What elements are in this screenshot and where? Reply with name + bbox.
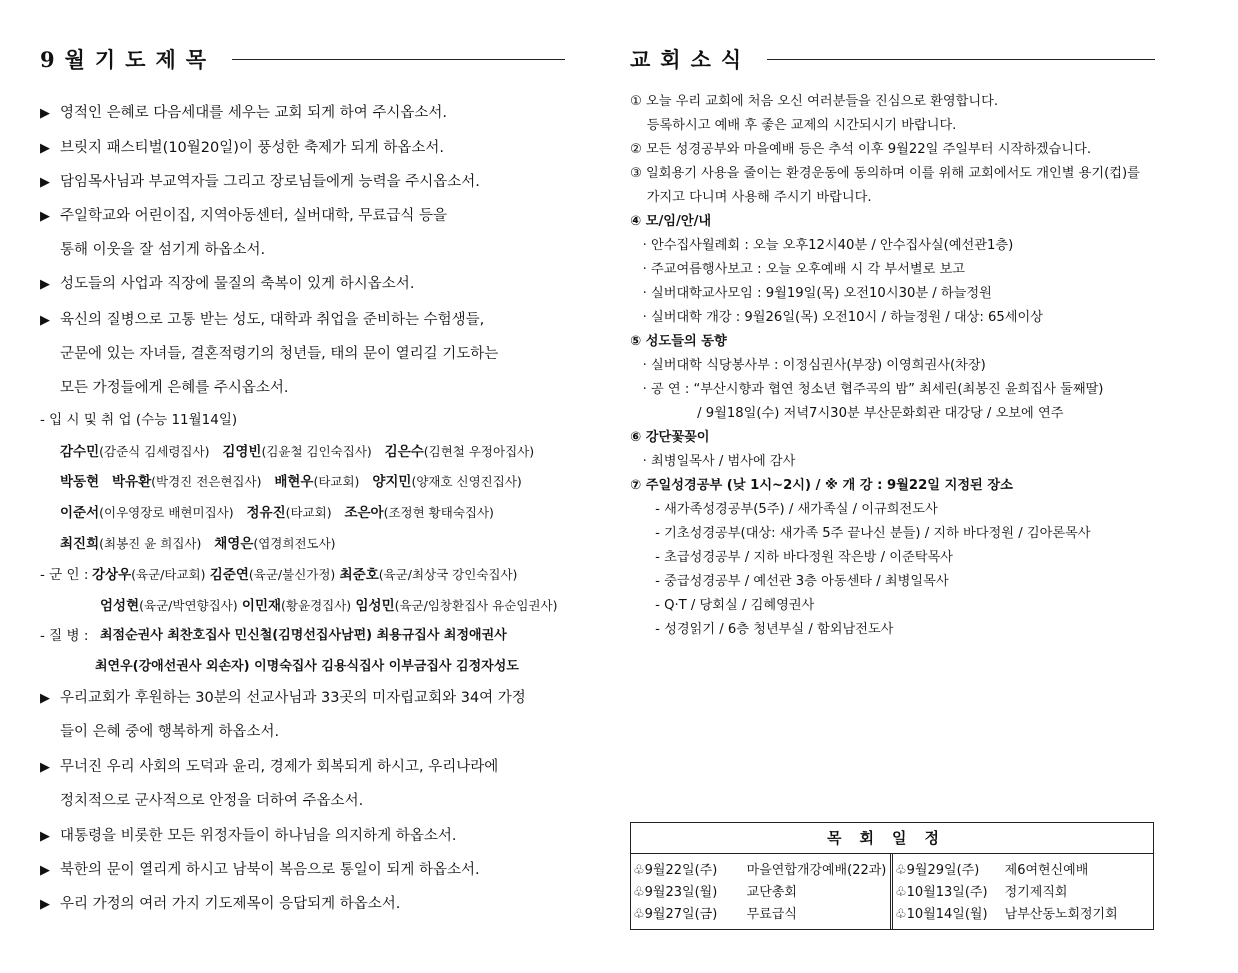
person-name: 김은수 bbox=[384, 444, 424, 460]
prayer-item-text: 성도들의 사업과 직장에 물질의 축복이 있게 하시옵소서. bbox=[60, 276, 415, 292]
schedule-item bbox=[893, 904, 1153, 926]
prayer-item-continued: 정치적으로 군사적으로 안정을 더하여 주옵소서. bbox=[60, 793, 364, 809]
person-name: 최준호 bbox=[339, 567, 379, 583]
prayer-item bbox=[40, 138, 444, 159]
person-name: 정유진 bbox=[246, 505, 286, 521]
news-header bbox=[630, 44, 1155, 74]
schedule-item bbox=[631, 882, 890, 904]
schedule-date: 9월22일(주) bbox=[644, 863, 718, 878]
army-label: - 군 인 : bbox=[40, 567, 89, 583]
person-name: 이민재 bbox=[241, 598, 282, 614]
person-parents: (이우영장로 배현미집사) bbox=[99, 505, 234, 520]
person-name: 최진희 bbox=[60, 536, 100, 552]
clover-bullet-icon: ♧ bbox=[633, 885, 645, 900]
person-detail: (육군/최상국 강인숙집사) bbox=[378, 567, 518, 582]
person-parents: (감준식 김세령집사) bbox=[99, 444, 210, 459]
person-detail: (육군/타교회) bbox=[131, 567, 206, 582]
news-line: · 주교여름행사보고 : 오늘 오후예배 시 각 부서별로 보고 bbox=[630, 262, 966, 277]
person-name: 임성민 bbox=[355, 598, 395, 614]
prayer-item-text: 북한의 문이 열리게 하시고 남북이 복음으로 통일이 되게 하옵소서. bbox=[60, 862, 480, 878]
news-line: · 안수집사월례회 : 오늘 오후12시40분 / 안수집사실(예선관1층) bbox=[630, 238, 1014, 253]
person-name: 채영은 bbox=[214, 536, 254, 552]
schedule-date: 10월13일(주) bbox=[906, 885, 988, 900]
arrow-bullet-icon: ▶ bbox=[40, 175, 50, 190]
schedule-date: 10월14일(월) bbox=[906, 907, 988, 922]
person-name: 김영빈 bbox=[222, 444, 262, 460]
news-line: ① 오늘 우리 교회에 처음 오신 여러분들을 진심으로 환영합니다. bbox=[630, 94, 999, 109]
exam-row bbox=[60, 503, 494, 523]
schedule-event: 무료급식 bbox=[746, 907, 797, 922]
schedule-event: 교단총회 bbox=[746, 885, 797, 900]
person-name: 양지민 bbox=[372, 474, 412, 490]
prayer-item bbox=[40, 757, 498, 778]
news-line: ③ 일회용기 사용을 줄이는 환경운동에 동의하며 이를 위해 교회에서도 개인별 용기(컵)를 bbox=[630, 166, 1140, 181]
clover-bullet-icon: ♧ bbox=[633, 863, 645, 878]
arrow-bullet-icon: ▶ bbox=[40, 829, 50, 844]
clover-bullet-icon: ♧ bbox=[895, 863, 907, 878]
prayer-item bbox=[40, 860, 480, 881]
schedule-item bbox=[893, 882, 1153, 904]
person-parents: (엽경희전도사) bbox=[253, 536, 336, 551]
prayer-item-continued: 모든 가정들에게 은혜를 주시옵소서. bbox=[60, 380, 289, 396]
schedule-event: 남부산동노회정기회 bbox=[1004, 907, 1118, 922]
news-line: - 성경읽기 / 6층 청년부실 / 함외남전도사 bbox=[630, 622, 894, 637]
prayer-item-text: 우리 가정의 여러 가지 기도제목이 응답되게 하옵소서. bbox=[60, 896, 401, 912]
title-rule bbox=[232, 59, 565, 60]
person-name: 배현우 bbox=[274, 474, 314, 490]
arrow-bullet-icon: ▶ bbox=[40, 897, 50, 912]
arrow-bullet-icon: ▶ bbox=[40, 106, 50, 121]
schedule-event: 마을연합개강예배(22과) bbox=[746, 863, 887, 878]
prayer-item-continued: 들이 은혜 중에 행복하게 하옵소서. bbox=[60, 724, 280, 740]
prayer-item-text: 무너진 우리 사회의 도덕과 윤리, 경제가 회복되게 하시고, 우리나라에 bbox=[60, 759, 499, 775]
prayer-item bbox=[40, 894, 400, 915]
news-line: 가지고 다니며 사용해 주시기 바랍니다. bbox=[630, 190, 872, 205]
army-row bbox=[92, 565, 517, 585]
prayer-item-text: 우리교회가 후원하는 30분의 선교사님과 33곳의 미자립교회와 34여 가정 bbox=[60, 690, 526, 706]
prayer-item-text: 주일학교와 어린이집, 지역아동센터, 실버대학, 무료급식 등을 bbox=[60, 208, 448, 224]
sick-row: 최연우(강애선권사 외손자) 이명숙집사 김용식집사 이부금집사 김정자성도 bbox=[95, 659, 519, 674]
news-heading: ⑤ 성도들의 동향 bbox=[630, 334, 727, 349]
sick-row: 최점순권사 최찬호집사 민신철(김명선집사남편) 최용규집사 최정애권사 bbox=[100, 628, 507, 643]
news-heading: ⑦ 주일성경공부 (낮 1시~2시) / ※ 개 강 : 9월22일 지정된 장소 bbox=[630, 478, 1013, 493]
schedule-item bbox=[631, 860, 890, 882]
prayer-title: 9월기도제목 bbox=[40, 47, 217, 72]
prayer-header bbox=[40, 44, 565, 74]
person-parents: (타교회) bbox=[285, 505, 332, 520]
news-line: - 기초성경공부(대상: 새가족 5주 끝나신 분들) / 지하 바다정원 / 김아론목사 bbox=[630, 526, 1091, 541]
news-line: 등록하시고 예배 후 좋은 교제의 시간되시기 바랍니다. bbox=[630, 118, 957, 133]
person-name: 이준서 bbox=[60, 505, 100, 521]
person-name: 김준연 bbox=[209, 567, 249, 583]
person-detail: (육군/박연향집사) bbox=[139, 598, 238, 613]
prayer-item-continued: 군문에 있는 자녀들, 결혼적령기의 청년들, 태의 문이 열리길 기도하는 bbox=[60, 346, 499, 362]
person-parents: (박경진 전은현집사) bbox=[151, 474, 262, 489]
news-line: - Q·T / 당회실 / 김혜영권사 bbox=[630, 598, 815, 613]
schedule-box bbox=[630, 822, 1154, 930]
arrow-bullet-icon: ▶ bbox=[40, 141, 50, 156]
news-line: · 실버대학교사모임 : 9월19일(목) 오전10시30분 / 하늘정원 bbox=[630, 286, 992, 301]
news-line: ② 모든 성경공부와 마을예배 등은 추석 이후 9월22일 주일부터 시작하겠습니다. bbox=[630, 142, 1092, 157]
prayer-item bbox=[40, 826, 456, 847]
person-parents: (김현철 우정아집사) bbox=[423, 444, 535, 459]
news-heading: ⑥ 강단꽃꽂이 bbox=[630, 430, 710, 445]
prayer-item-text: 담임목사님과 부교역자들 그리고 장로님들에게 능력을 주시옵소서. bbox=[60, 174, 480, 190]
news-line: · 공 연 : “부산시향과 협연 청소년 협주곡의 밤” 최세린(최봉진 윤희집사 둘째딸) bbox=[630, 382, 1104, 397]
person-parents: (김윤철 김인숙집사) bbox=[261, 444, 372, 459]
person-name: 박동현 bbox=[60, 474, 100, 490]
schedule-left-col bbox=[631, 854, 893, 929]
person-name: 조은아 bbox=[344, 505, 384, 521]
exam-row bbox=[60, 534, 336, 554]
person-parents: (양재호 신영진집사) bbox=[411, 474, 522, 489]
schedule-date: 9월29일(주) bbox=[906, 863, 980, 878]
prayer-item-continued: 통해 이웃을 잘 섬기게 하옵소서. bbox=[60, 242, 266, 258]
person-name: 감수민 bbox=[60, 444, 100, 460]
prayer-item-text: 대통령을 비롯한 모든 위정자들이 하나님을 의지하게 하옵소서. bbox=[60, 828, 457, 844]
army-row bbox=[100, 596, 557, 616]
person-detail: (육군/불신가정) bbox=[248, 567, 336, 582]
title-rule bbox=[767, 59, 1155, 60]
exam-row bbox=[60, 472, 522, 492]
news-line: - 새가족성경공부(5주) / 새가족실 / 이규희전도사 bbox=[630, 502, 938, 517]
person-name: 박유환 bbox=[112, 474, 152, 490]
arrow-bullet-icon: ▶ bbox=[40, 760, 50, 775]
clover-bullet-icon: ♧ bbox=[895, 907, 907, 922]
person-detail: (황윤경집사) bbox=[281, 598, 352, 613]
prayer-item-text: 브릿지 패스티벌(10월20일)이 풍성한 축제가 되게 하옵소서. bbox=[60, 140, 445, 156]
schedule-event: 정기제직회 bbox=[1004, 885, 1068, 900]
exam-label: - 입 시 및 취 업 (수능 11월14일) bbox=[40, 412, 238, 428]
prayer-item bbox=[40, 310, 484, 331]
arrow-bullet-icon: ▶ bbox=[40, 277, 50, 292]
arrow-bullet-icon: ▶ bbox=[40, 691, 50, 706]
exam-row bbox=[60, 442, 534, 462]
schedule-item bbox=[631, 904, 890, 926]
arrow-bullet-icon: ▶ bbox=[40, 209, 50, 224]
person-detail: (육군/임창환집사 유순임권사) bbox=[394, 598, 558, 613]
news-line: - 초급성경공부 / 지하 바다정원 작은방 / 이준탁목사 bbox=[630, 550, 953, 565]
news-line: · 실버대학 개강 : 9월26일(목) 오전10시 / 하늘정원 / 대상: 65세이상 bbox=[630, 310, 1044, 325]
news-line: · 최병일목사 / 범사에 감사 bbox=[630, 454, 796, 469]
news-heading: ④ 모/임/안/내 bbox=[630, 214, 712, 229]
person-name: 엄성현 bbox=[100, 598, 140, 614]
news-line: - 중급성경공부 / 예선관 3층 아동센타 / 최병일목사 bbox=[630, 574, 949, 589]
prayer-item bbox=[40, 172, 480, 193]
person-parents: (타교회) bbox=[313, 474, 360, 489]
schedule-title: 목회일정 bbox=[631, 823, 1153, 854]
news-line: · 실버대학 식당봉사부 : 이정심권사(부장) 이영희권사(차장) bbox=[630, 358, 986, 373]
clover-bullet-icon: ♧ bbox=[895, 885, 907, 900]
prayer-item bbox=[40, 206, 447, 227]
person-name: 강상우 bbox=[92, 567, 132, 583]
sick-label: - 질 병 : bbox=[40, 628, 89, 644]
schedule-date: 9월23일(월) bbox=[644, 885, 718, 900]
news-line: / 9월18일(수) 저녁7시30분 부산문화회관 대강당 / 오보에 연주 bbox=[630, 406, 1064, 421]
prayer-item bbox=[40, 274, 414, 295]
prayer-item bbox=[40, 688, 526, 709]
arrow-bullet-icon: ▶ bbox=[40, 863, 50, 878]
schedule-right-col bbox=[893, 854, 1153, 929]
prayer-item-text: 육신의 질병으로 고통 받는 성도, 대학과 취업을 준비하는 수험생들, bbox=[60, 312, 485, 328]
clover-bullet-icon: ♧ bbox=[633, 907, 645, 922]
schedule-item bbox=[893, 860, 1153, 882]
person-parents: (최봉진 윤 희집사) bbox=[99, 536, 202, 551]
schedule-date: 9월27일(금) bbox=[644, 907, 718, 922]
prayer-item-text: 영적인 은혜로 다음세대를 세우는 교회 되게 하여 주시옵소서. bbox=[60, 105, 448, 121]
arrow-bullet-icon: ▶ bbox=[40, 313, 50, 328]
news-title: 교회소식 bbox=[630, 47, 752, 72]
prayer-item bbox=[40, 103, 447, 124]
schedule-event: 제6여현신예배 bbox=[1004, 863, 1089, 878]
person-parents: (조정현 황태숙집사) bbox=[383, 505, 494, 520]
